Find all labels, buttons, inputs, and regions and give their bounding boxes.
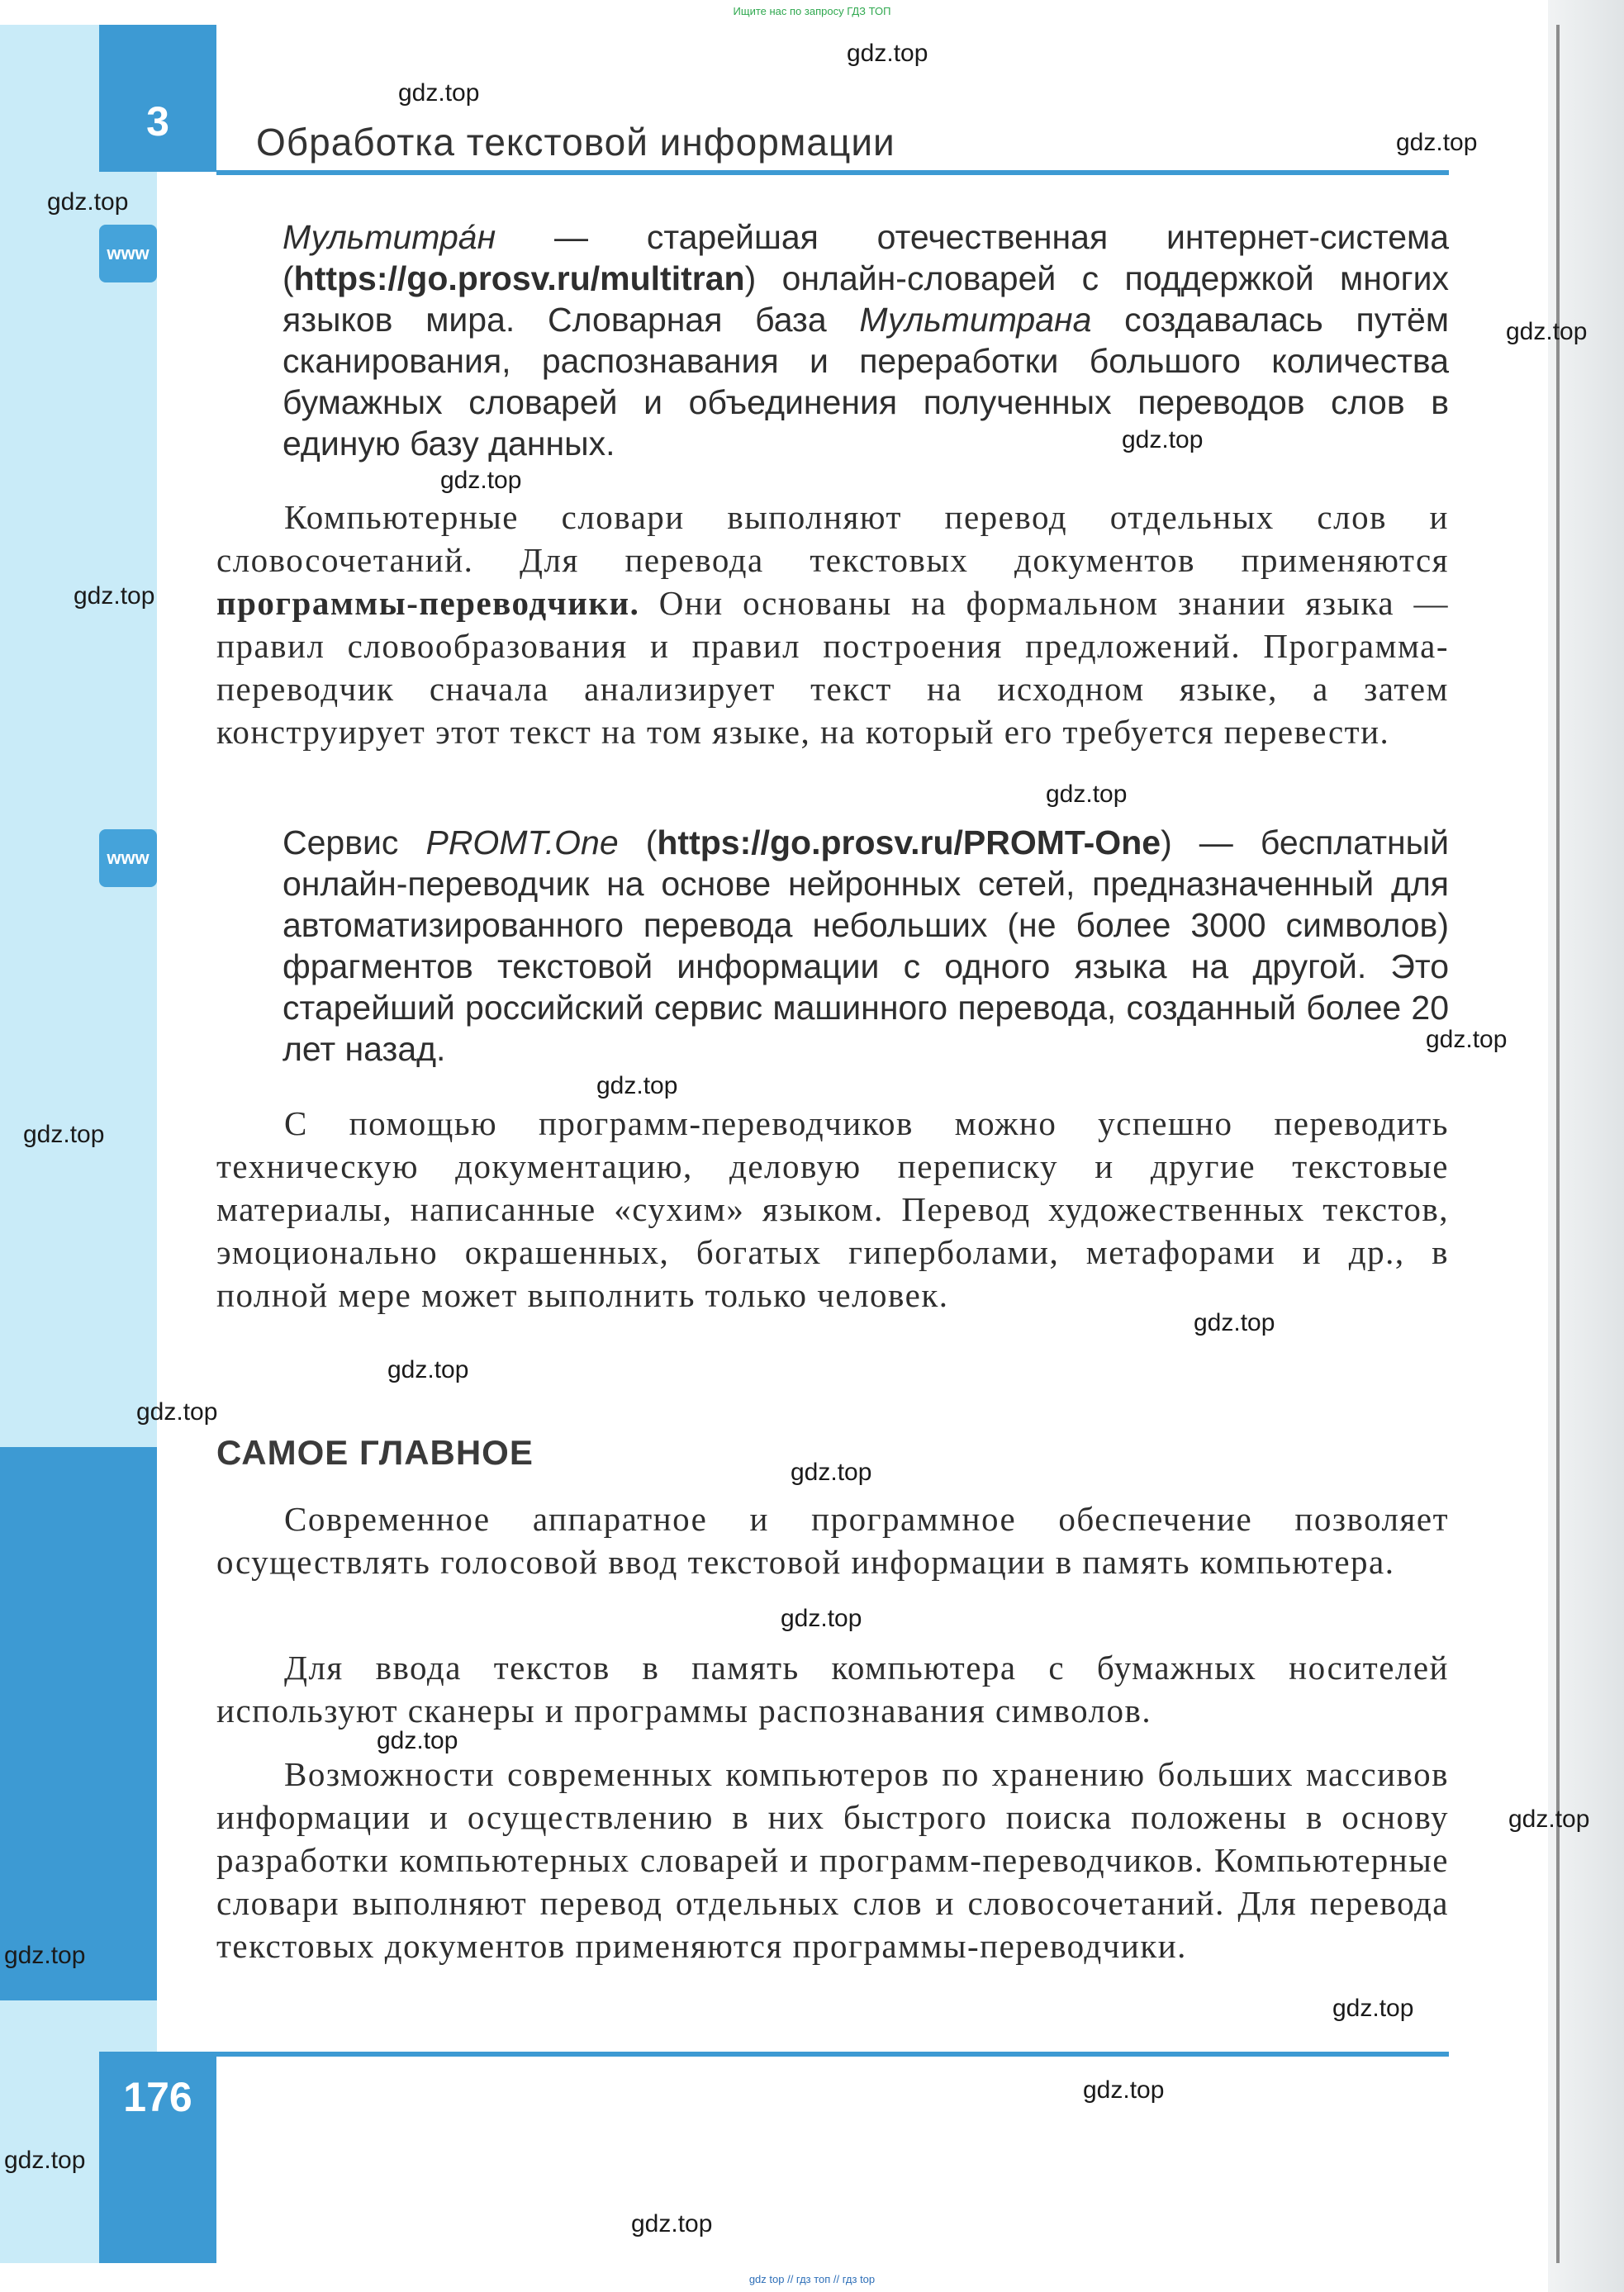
paragraph-usage: С помощью программ-переводчиков можно успешно переводить техническую документацию, деловую переписку и другие текстовые материалы, написанные «сухим» языком. Перевод художественных текстов, эмоционально окрашенных, богатых гиперболами, метафорами и др., в полной мере может выполнить только человек. [216,1104,1449,1314]
watermark: gdz.top [1332,1995,1414,2022]
watermark: gdz.top [398,79,480,107]
watermark: gdz.top [4,1942,86,1969]
summary-paragraph-2: Для ввода текстов в память компьютера с бумажных носителей используют сканеры и программы распознавания символов. [216,1649,1449,1730]
link-multitran[interactable]: https://go.prosv.ru/multitran [293,259,745,297]
footer-rule [216,2052,1449,2057]
term-multitran-2: Мультитрана [859,301,1092,339]
watermark: gdz.top [23,1121,105,1148]
info-box-promt [283,822,1449,1070]
watermark: gdz.top [847,40,928,67]
watermark: gdz.top [74,582,155,610]
box-text-part: ) — бесплатный онлайн-переводчик на основе нейронных сетей, предназначенный для автоматизированного перевода небольших (не более 3000 символов) фрагментов текстовой информации с одного языка на другой. Это старейший российский сервис машинного перевода, созданный более 20 лет назад. [283,823,1449,1068]
term-multitran: Мультитра́н [283,218,496,256]
watermark: gdz.top [791,1459,872,1486]
watermark: gdz.top [781,1605,862,1632]
paragraph-text-part: Они основаны на формальном знании языка — правил словообразования и правил построения предложений. Программа-переводчик сначала анализирует текст на исходном языке, а затем конструирует этот текст на том языке, на который его требуется перевести. [216,584,1449,751]
watermark: gdz.top [1426,1026,1508,1053]
page-edge-line [1556,25,1560,2263]
watermark: gdz.top [136,1398,218,1426]
watermark: gdz.top [440,467,522,494]
term-translator-programs: программы-переводчики. [216,584,640,622]
watermark: gdz.top [631,2210,713,2237]
watermark: gdz.top [387,1356,469,1383]
bottom-note: gdz top // гдз топ // гдз top [748,2273,876,2285]
summary-paragraph-3: Возможности современных компьютеров по хранению больших массивов информации и осуществлению в них быстрого поиска положены в основу разработки компьютерных словарей и программ-переводчиков. Компьютерные словари выполняют перевод отдельных слов и словосочетаний. Для перевода текстовых документов применяются программы-переводчики. [216,1755,1449,1965]
watermark: gdz.top [1046,781,1128,808]
watermark: gdz.top [1506,318,1588,345]
top-note: Ищите нас по запросу ГДЗ ТОП [733,5,891,17]
term-promt: PROMT.One [425,823,619,861]
chapter-title: Обработка текстовой информации [256,121,895,164]
watermark: gdz.top [4,2147,86,2174]
chapter-number: 3 [146,98,169,145]
watermark: gdz.top [1083,2076,1165,2104]
watermark: gdz.top [1194,1309,1275,1336]
box-text-part: ( [618,823,658,861]
section-heading: САМОЕ ГЛАВНОЕ [216,1433,534,1472]
watermark: gdz.top [47,188,129,216]
watermark: gdz.top [596,1072,678,1099]
header-rule [216,170,1449,175]
watermark: gdz.top [377,1727,458,1754]
paragraph-text-part: Компьютерные словари выполняют перевод отдельных слов и словосочетаний. Для перевода текстовых документов применяются [216,498,1449,579]
summary-paragraph-1: Современное аппаратное и программное обеспечение позволяет осуществлять голосовой ввод текстовой информации в память компьютера. [216,1500,1449,1581]
link-promt[interactable]: https://go.prosv.ru/PROMT-One [657,823,1161,861]
page-number: 176 [123,2074,192,2120]
www-badge-icon: www [99,829,157,887]
www-badge-icon: www [99,225,157,282]
box-text-part: Сервис [283,823,426,861]
box-text-part: создавалась путём сканирования, распознавания и переработки большого количества бумажных словарей и объединения полученных переводов слов в единую базу данных. [283,301,1450,463]
box-text-part: ) онлайн-словарей с поддержкой многих языков мира. Словарная база [283,259,1449,339]
paragraph-translators [216,496,1449,753]
box-text-part: — старейшая отечественная интернет-система ( [283,218,1449,297]
summary-band [0,1447,157,2000]
watermark: gdz.top [1122,426,1204,453]
info-box-multitran [283,216,1449,464]
watermark: gdz.top [1396,129,1478,156]
watermark: gdz.top [1508,1806,1590,1833]
